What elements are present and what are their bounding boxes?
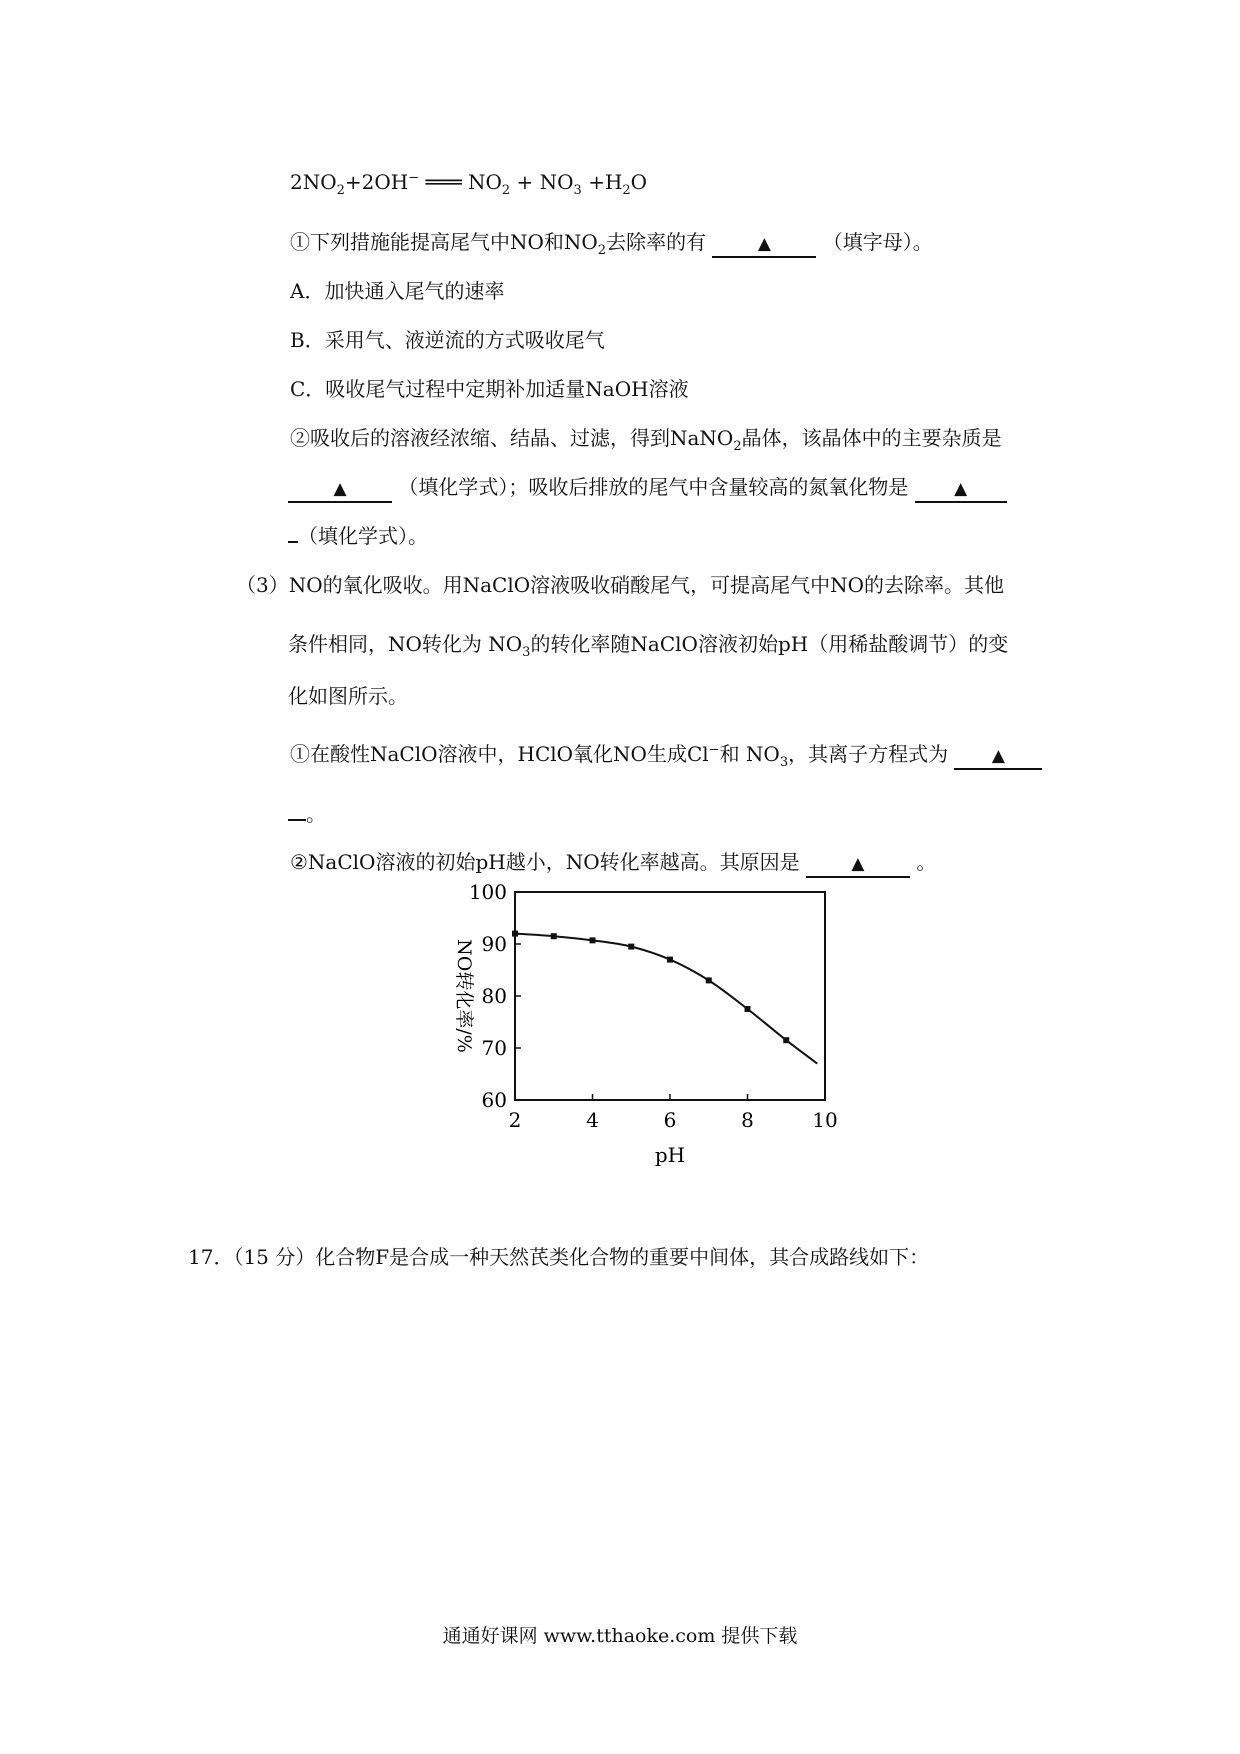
reaction-equation: $2NO_2+2OH^-$ ═══ $NO_2 + NO_3 +H_2O$ <box>290 170 648 198</box>
part-3-line3: 化如图所示。 <box>288 684 408 708</box>
x-tick-label: 2 <box>508 1108 522 1132</box>
data-point <box>512 931 518 937</box>
y-axis-label: NO转化率/% <box>453 939 475 1053</box>
question-3-1: ①在酸性NaClO溶液中，HClO氧化NO生成Cl−和 $NO_3$，其离子方程式为 ▲ <box>290 740 1042 770</box>
data-point <box>590 937 596 943</box>
y-tick-label: 80 <box>481 984 507 1008</box>
question-3-1-end: 。 <box>288 800 326 828</box>
answer-blank[interactable]: ▲ <box>288 477 392 503</box>
y-tick-label: 70 <box>481 1036 507 1060</box>
option-c: C．吸收尾气过程中定期补加适量NaOH溶液 <box>290 377 689 401</box>
x-tick-label: 10 <box>812 1108 838 1132</box>
x-tick-label: 8 <box>741 1108 754 1132</box>
series-line <box>515 934 817 1064</box>
data-point <box>628 944 634 950</box>
equals-arrow: ═══ <box>425 170 462 194</box>
x-tick-label: 4 <box>586 1108 599 1132</box>
data-point <box>706 977 712 983</box>
plot-frame <box>515 892 825 1100</box>
option-a: A．加快通入尾气的速率 <box>290 279 505 303</box>
part-3-line1: （3）NO的氧化吸收。用NaClO溶液吸收硝酸尾气，可提高尾气中NO的去除率。其他 <box>236 573 1005 597</box>
y-tick-label: 90 <box>481 932 507 956</box>
answer-blank[interactable]: ▲ <box>806 852 910 878</box>
question-2-line1: ②吸收后的溶液经浓缩、结晶、过滤，得到NaNO$_2$晶体，该晶体中的主要杂质是 <box>290 426 1002 454</box>
part-3-line2: 条件相同，NO转化为 $NO_3$的转化率随NaClO溶液初始pH（用稀盐酸调节）的变 <box>288 632 1009 660</box>
question-1: ①下列措施能提高尾气中NO和$NO_2$去除率的有 ▲ （填字母）。 <box>290 230 933 258</box>
question-17: 17．（15 分）化合物F是合成一种天然芪类化合物的重要中间体，其合成路线如下： <box>188 1245 930 1269</box>
no-conversion-chart <box>440 880 860 1175</box>
answer-blank[interactable]: ▲ <box>712 232 816 258</box>
x-tick-label: 6 <box>663 1108 677 1132</box>
answer-blank-continuation <box>288 819 306 821</box>
answer-blank[interactable]: ▲ <box>915 477 1007 503</box>
y-tick-label: 60 <box>481 1088 507 1112</box>
page-footer: 通通好课网 www.tthaoke.com 提供下载 <box>442 1625 798 1647</box>
question-2-line2: ▲ （填化学式）；吸收后排放的尾气中含量较高的氮氧化物是 ▲ <box>288 473 1007 503</box>
data-point <box>783 1037 789 1043</box>
answer-blank-continuation <box>288 541 298 543</box>
y-tick-label: 100 <box>468 880 507 904</box>
question-2-line3: （填化学式）。 <box>288 522 428 550</box>
question-3-2: ②NaClO溶液的初始pH越小，NO转化率越高。其原因是 ▲ 。 <box>290 848 936 878</box>
answer-blank[interactable]: ▲ <box>954 744 1042 770</box>
x-axis-label: pH <box>654 1143 686 1167</box>
data-point <box>667 957 673 963</box>
option-b: B．采用气、液逆流的方式吸收尾气 <box>290 328 605 352</box>
data-point <box>745 1006 751 1012</box>
data-point <box>551 933 557 939</box>
